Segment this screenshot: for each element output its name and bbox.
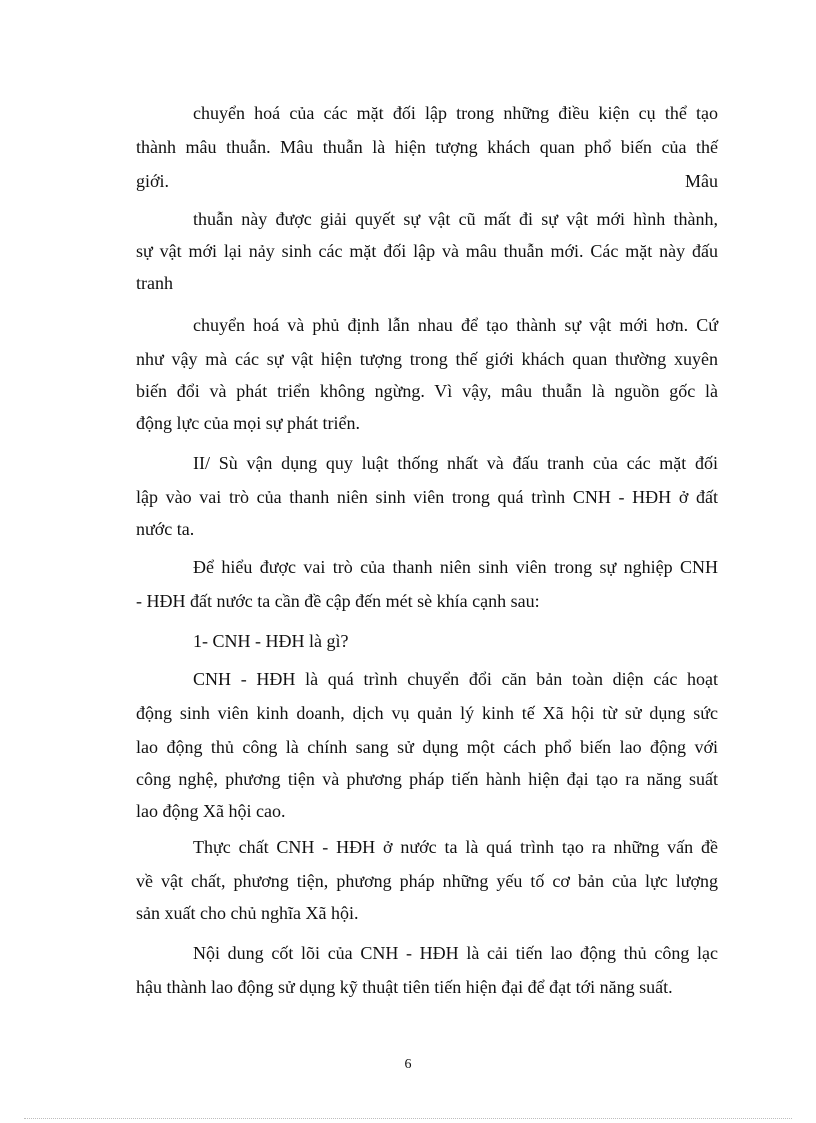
text-line: thành mâu thuẫn. Mâu thuẫn là hiện tượng khách quan phổ biến của thế — [136, 137, 718, 157]
text-line: động sinh viên kinh doanh, dịch vụ quản lý kinh tế Xã hội từ sử dụng sức — [136, 703, 718, 723]
text-line: tranh — [136, 273, 173, 293]
text-line: hậu thành lao động sử dụng kỹ thuật tiên tiến hiện đại để đạt tới năng suất. — [136, 977, 673, 997]
text-line: Nội dung cốt lõi của CNH - HĐH là cải tiến lao động thủ công lạc — [193, 943, 718, 963]
text-line: - HĐH đất nước ta cần đề cập đến mét sè khía cạnh sau: — [136, 591, 540, 611]
text-line: thuẫn này được giải quyết sự vật cũ mất đi sự vật mới hình thành, — [193, 209, 718, 229]
text-line: Để hiểu được vai trò của thanh niên sinh viên trong sự nghiệp CNH — [193, 557, 718, 577]
text-line: lao động Xã hội cao. — [136, 801, 286, 821]
text-line: công nghệ, phương tiện và phương pháp tiến hành hiện đại tạo ra năng suất — [136, 769, 718, 789]
text-line: chuyển hoá của các mặt đối lập trong những điều kiện cụ thể tạo — [193, 103, 718, 123]
text-line: Thực chất CNH - HĐH ở nước ta là quá trình tạo ra những vấn đề — [193, 837, 718, 857]
text-line: sự vật mới lại nảy sinh các mặt đối lập và mâu thuẫn mới. Các mặt này đấu — [136, 241, 718, 261]
text-line: lao động thủ công là chính sang sử dụng một cách phổ biến lao động với — [136, 737, 718, 757]
text-line: biến đổi và phát triển không ngừng. Vì vậy, mâu thuẫn là nguồn gốc là — [136, 381, 718, 401]
text-line: chuyển hoá và phủ định lẫn nhau để tạo thành sự vật mới hơn. Cứ — [193, 315, 718, 335]
text-line: CNH - HĐH là quá trình chuyển đổi căn bản toàn diện các hoạt — [193, 669, 718, 689]
page-number: 6 — [404, 1057, 412, 1072]
section-heading-line: lập vào vai trò của thanh niên sinh viên trong quá trình CNH - HĐH ở đất — [136, 487, 718, 507]
text-line: giới. — [136, 171, 170, 191]
text-line: về vật chất, phương tiện, phương pháp những yếu tố cơ bản của lực lượng — [136, 871, 718, 891]
section-heading-line: II/ Sù vận dụng quy luật thống nhất và đấu tranh của các mặt đối — [193, 453, 718, 473]
subheading-line: 1- CNH - HĐH là gì? — [193, 631, 349, 651]
section-heading-line: nước ta. — [136, 519, 195, 539]
text-line-trailing-word: Mâu — [685, 171, 718, 191]
text-line: động lực của mọi sự phát triển. — [136, 413, 360, 433]
page-bottom-divider — [24, 1118, 792, 1119]
text-line: sản xuất cho chủ nghĩa Xã hội. — [136, 903, 359, 923]
text-line: như vậy mà các sự vật hiện tượng trong thế giới khách quan thường xuyên — [136, 349, 718, 369]
